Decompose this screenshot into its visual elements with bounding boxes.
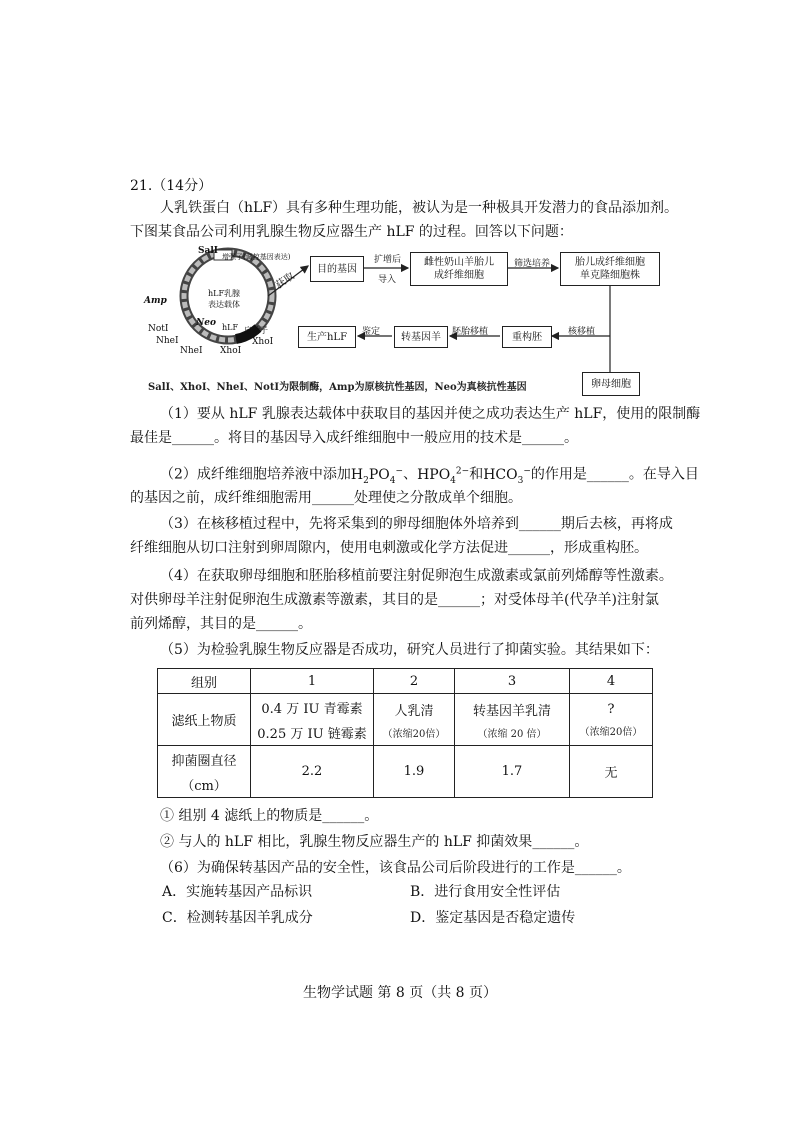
site-amp: Amp — [144, 296, 167, 306]
label-nuclear-transfer: 核移植 — [568, 327, 596, 337]
header-3: 3 — [455, 669, 570, 694]
cell-1-diameter: 2.2 — [251, 746, 374, 798]
q4-blank-2[interactable]: ______ — [256, 616, 298, 632]
q6-line-1: （6）为确保转基因产品的安全性，该食品公司后阶段进行的工作是______。 — [160, 860, 631, 876]
intro-line-1: 人乳铁蛋白（hLF）具有多种生理功能，被认为是一种极具开发潜力的食品添加剂。 — [160, 200, 679, 216]
site-noti: NotI — [148, 324, 169, 334]
header-1: 1 — [251, 669, 374, 694]
box-clone: 胎儿成纤维细胞 单克隆细胞株 — [560, 252, 660, 286]
header-4: 4 — [570, 669, 653, 694]
q5-sub-1: ① 组别 4 滤纸上的物质是______。 — [160, 808, 379, 824]
cell-3-diameter: 1.7 — [455, 746, 570, 798]
cell-2-substance: 人乳清 （浓缩20倍） — [374, 694, 455, 746]
cell-2-diameter: 1.9 — [374, 746, 455, 798]
site-enhancer: 增强子(调控基因表达) — [222, 253, 291, 261]
q1-blank-2[interactable]: ______ — [522, 430, 564, 446]
q4-line-2: 对供卵母羊注射促卵泡生成激素等激素，其目的是______；对受体母羊(代孕羊)注射氯 — [130, 592, 659, 608]
ion-hpo4: $HPO_4^{2-}$ — [417, 466, 470, 486]
label-identify: 鉴定 — [362, 327, 381, 337]
diagram-caption: SalI、XhoI、NheⅠ、NotⅠ为限制酶，Amp为原核抗性基因，Neo为真核抗性基因 — [148, 382, 527, 393]
box-produce: 生产hLF — [298, 326, 356, 348]
cell-3-substance: 转基因羊乳清 （浓缩 20 倍） — [455, 694, 570, 746]
intro-line-2: 下图某食品公司利用乳腺生物反应器生产 hLF 的过程。回答以下问题： — [130, 224, 573, 240]
option-b[interactable]: B．进行食用安全性评估 — [410, 884, 561, 900]
table-header-row — [158, 669, 653, 694]
box-goat: 转基因羊 — [394, 326, 448, 348]
question-number: 21.（14分） — [130, 178, 213, 194]
q2-blank-1[interactable]: ______ — [586, 466, 629, 483]
q5-sub-2: ② 与人的 hLF 相比，乳腺生物反应器生产的 hLF 抑菌效果______。 — [160, 834, 589, 850]
process-diagram — [140, 246, 660, 398]
label-embryo-transfer: 胚胎移植 — [452, 327, 489, 337]
site-promoter: 启动子 — [244, 326, 268, 335]
results-table — [157, 668, 653, 798]
arrow-label-obtain: 获取 — [273, 270, 297, 292]
q1-line-2: 最佳是______。将目的基因导入成纤维细胞中一般应用的技术是______。 — [130, 430, 578, 446]
q2-blank-2[interactable]: ______ — [312, 490, 354, 506]
site-xhoi-1: XhoI — [220, 346, 242, 356]
site-neo: Neo — [196, 318, 216, 328]
site-nhei-1: NheI — [156, 336, 179, 346]
q4-line-3: 前列烯醇，其目的是______。 — [130, 616, 312, 632]
option-a[interactable]: A．实施转基因产品标识 — [162, 884, 313, 900]
page-footer: 生物学试题 第 8 页（共 8 页） — [302, 985, 498, 1001]
q4-blank-1[interactable]: ______ — [438, 592, 480, 608]
label-introduce: 导入 — [378, 275, 397, 285]
plasmid-center-1: hLF乳腺 — [208, 289, 241, 298]
box-fibroblast: 雌性奶山羊胎儿 成纤维细胞 — [410, 252, 508, 286]
q5-blank-2[interactable]: ______ — [532, 834, 575, 850]
q2-line-2: 的基因之前，成纤维细胞需用______处理使之分散成单个细胞。 — [130, 490, 522, 506]
header-2: 2 — [374, 669, 455, 694]
q2-line-1: （2）成纤维细胞培养液中添加$H_2PO_4^-$、$HPO_4^{2-}$和$HCO_3^-$的作用是______。在导入目 — [160, 466, 699, 486]
q5-blank-1[interactable]: ______ — [322, 808, 365, 824]
q6-blank[interactable]: ______ — [574, 860, 617, 876]
label-amplify: 扩增后 — [374, 255, 402, 265]
table-row — [158, 746, 653, 798]
label-screen: 筛选培养 — [514, 259, 551, 269]
row-label-diameter: 抑菌圈直径 （cm） — [158, 746, 251, 798]
q1-line-1: （1）要从 hLF 乳腺表达载体中获取目的基因并使之成功表达生产 hLF，使用的限制酶 — [160, 406, 701, 422]
ion-h2po4: $H_2PO_4^-$ — [350, 466, 404, 486]
option-d[interactable]: D．鉴定基因是否稳定遗传 — [410, 910, 576, 926]
q1-blank-1[interactable]: ______ — [172, 430, 214, 446]
box-reconstructed: 重构胚 — [502, 326, 552, 348]
box-oocyte: 卵母细胞 — [582, 372, 640, 396]
site-xhoi-2: XhoI — [252, 337, 274, 347]
site-sali: SalI — [198, 246, 218, 256]
q3-line-2: 纤维细胞从切口注射到卵周隙内，使用电刺激或化学方法促进______，形成重构胚。 — [130, 540, 648, 556]
table-row — [158, 694, 653, 746]
q5-line-1: （5）为检验乳腺生物反应器是否成功，研究人员进行了抑菌实验。其结果如下： — [160, 642, 659, 658]
header-group: 组别 — [158, 669, 251, 694]
site-nhei-2: NheI — [180, 346, 203, 356]
cell-4-substance: ? （浓缩20倍） — [570, 694, 653, 746]
q3-line-1: （3）在核移植过程中，先将采集到的卵母细胞体外培养到______期后去核，再将成 — [160, 516, 673, 532]
ion-hco3: $HCO_3^-$ — [483, 466, 531, 486]
cell-1-substance: 0.4 万 IU 青霉素 0.25 万 IU 链霉素 — [251, 694, 374, 746]
plasmid-center-2: 表达载体 — [208, 300, 240, 309]
q3-blank-2[interactable]: ______ — [508, 540, 550, 556]
option-c[interactable]: C．检测转基因羊乳成分 — [162, 910, 313, 926]
site-hlf: hLF — [222, 323, 239, 332]
cell-4-diameter: 无 — [570, 746, 653, 798]
row-label-substance: 滤纸上物质 — [158, 694, 251, 746]
q3-blank-1[interactable]: ______ — [518, 516, 561, 532]
q4-line-1: （4）在获取卵母细胞和胚胎移植前要注射促卵泡生成激素或氯前列烯醇等性激素。 — [160, 568, 673, 584]
box-target-gene: 目的基因 — [310, 256, 364, 282]
